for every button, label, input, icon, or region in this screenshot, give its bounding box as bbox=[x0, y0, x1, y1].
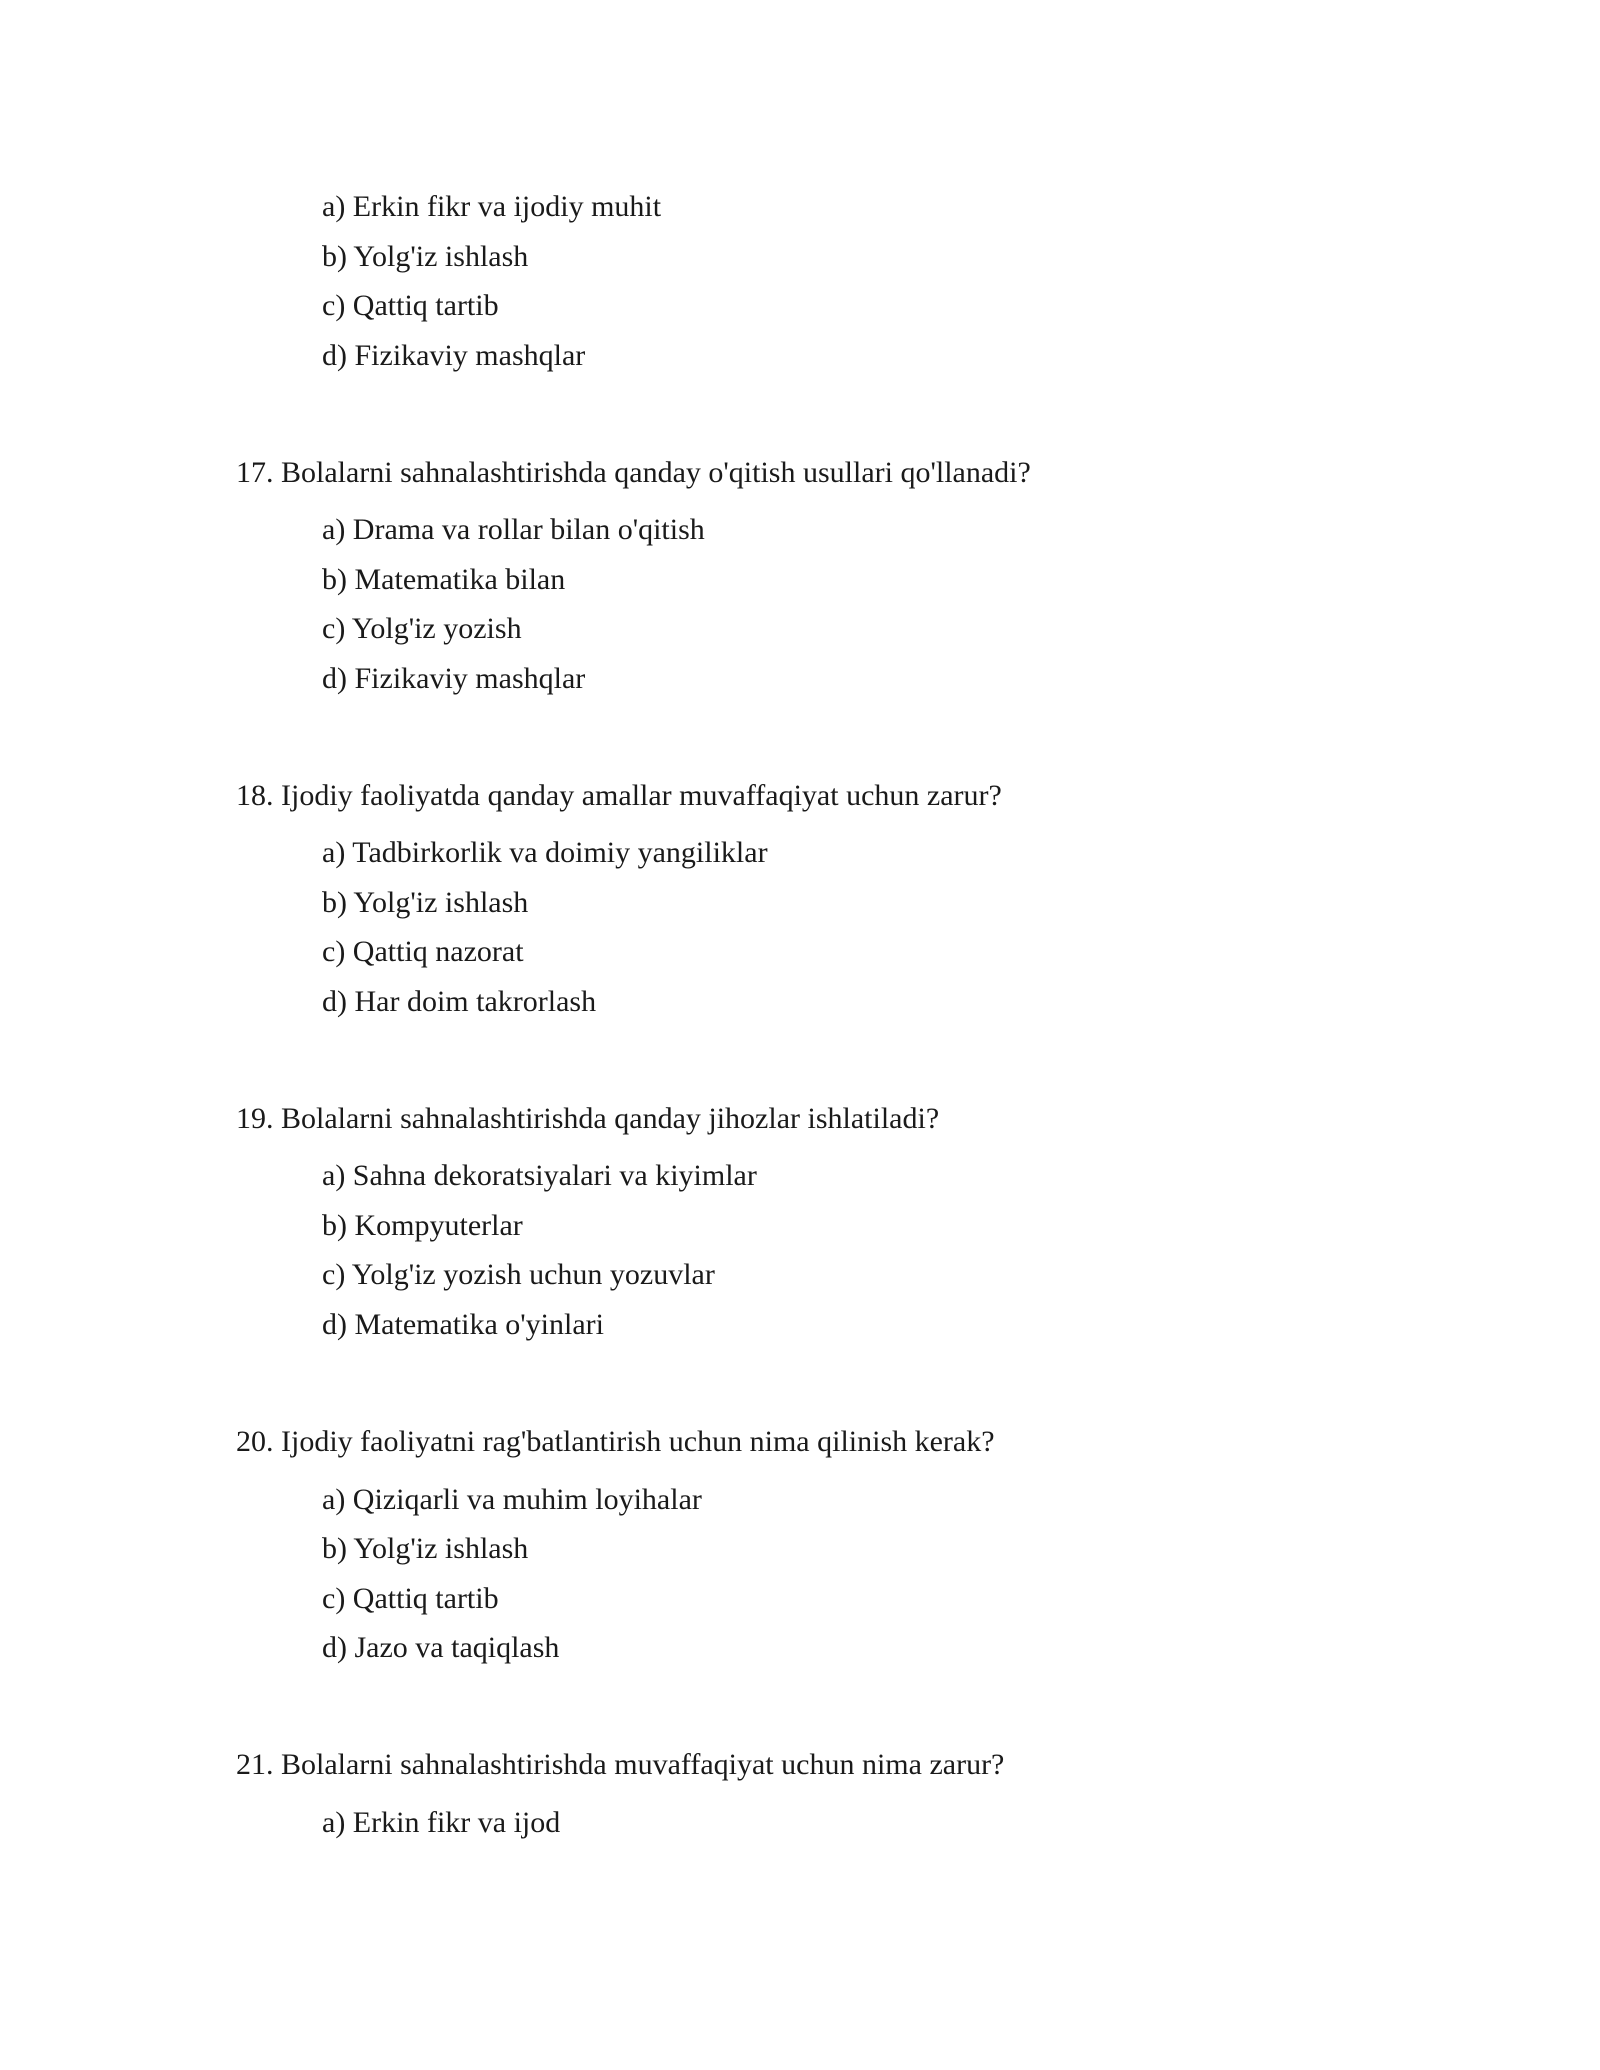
option-c: c) Qattiq nazorat bbox=[322, 935, 524, 968]
option-a: a) Erkin fikr va ijodiy muhit bbox=[322, 190, 662, 223]
question-21: 21. Bolalarni sahnalashtirishda muvaffaqiyat uchun nima zarur? bbox=[236, 1748, 1005, 1781]
option-c: c) Qattiq tartib bbox=[322, 289, 499, 322]
option-c: c) Yolg'iz yozish bbox=[322, 612, 522, 645]
option-b: b) Yolg'iz ishlash bbox=[322, 1532, 529, 1565]
option-d: d) Matematika o'yinlari bbox=[322, 1308, 604, 1341]
option-c: c) Qattiq tartib bbox=[322, 1582, 499, 1615]
option-d: d) Har doim takrorlash bbox=[322, 985, 597, 1018]
option-b: b) Yolg'iz ishlash bbox=[322, 240, 529, 273]
option-a: a) Sahna dekoratsiyalari va kiyimlar bbox=[322, 1159, 757, 1192]
option-c: c) Yolg'iz yozish uchun yozuvlar bbox=[322, 1258, 715, 1291]
question-20: 20. Ijodiy faoliyatni rag'batlantirish uchun nima qilinish kerak? bbox=[236, 1425, 995, 1458]
option-d: d) Jazo va taqiqlash bbox=[322, 1631, 560, 1664]
question-17: 17. Bolalarni sahnalashtirishda qanday o'qitish usullari qo'llanadi? bbox=[236, 456, 1031, 489]
option-a: a) Tadbirkorlik va doimiy yangiliklar bbox=[322, 836, 768, 869]
option-b: b) Matematika bilan bbox=[322, 563, 566, 596]
option-a: a) Qiziqarli va muhim loyihalar bbox=[322, 1483, 702, 1516]
option-b: b) Kompyuterlar bbox=[322, 1209, 523, 1242]
option-d: d) Fizikaviy mashqlar bbox=[322, 339, 586, 372]
option-a: a) Erkin fikr va ijod bbox=[322, 1806, 561, 1839]
question-18: 18. Ijodiy faoliyatda qanday amallar muvaffaqiyat uchun zarur? bbox=[236, 779, 1002, 812]
option-a: a) Drama va rollar bilan o'qitish bbox=[322, 513, 705, 546]
option-b: b) Yolg'iz ishlash bbox=[322, 886, 529, 919]
option-d: d) Fizikaviy mashqlar bbox=[322, 662, 586, 695]
question-19: 19. Bolalarni sahnalashtirishda qanday jihozlar ishlatiladi? bbox=[236, 1102, 940, 1135]
